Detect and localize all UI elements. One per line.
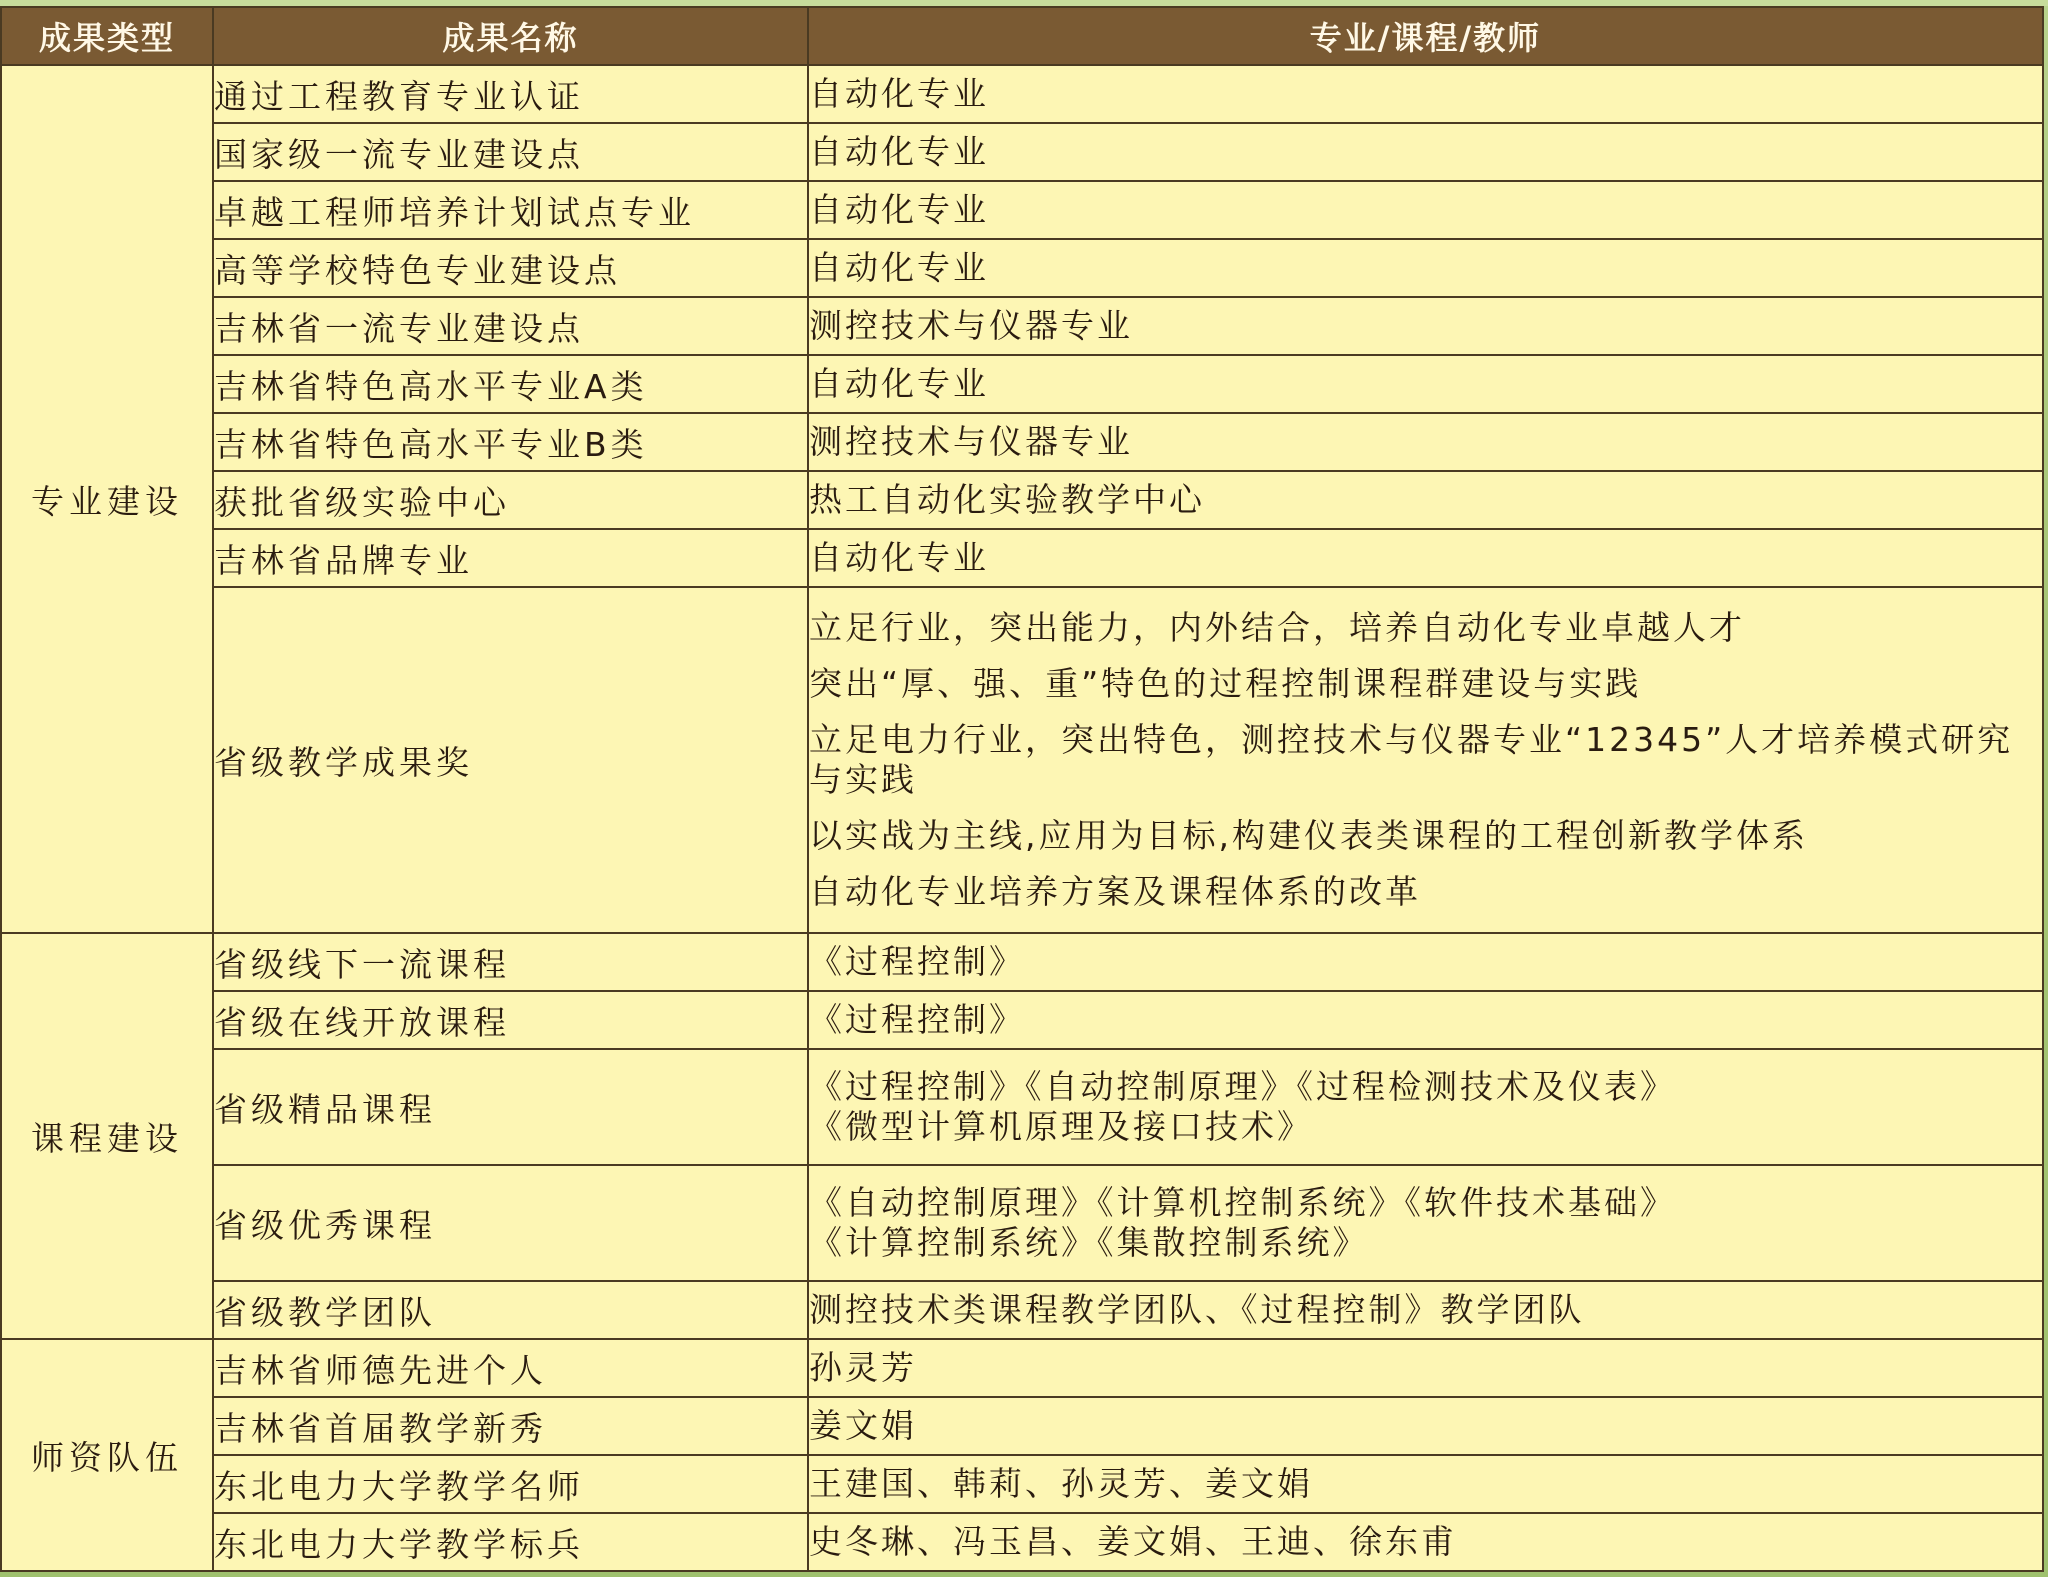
achievement-detail: 自动化专业 [808, 355, 2043, 413]
table-row [1, 297, 2043, 355]
achievement-name: 省级精品课程 [213, 1049, 808, 1165]
table-row [1, 529, 2043, 587]
award-item: 立足电力行业，突出特色，测控技术与仪器专业“12345”人才培养模式研究与实践 [809, 720, 2014, 799]
achievement-detail: 测控技术与仪器专业 [808, 413, 2043, 471]
course-line: 《微型计算机原理及接口技术》 [809, 1107, 1313, 1146]
table-row [1, 355, 2043, 413]
achievement-detail: 孙灵芳 [808, 1339, 2043, 1397]
achievement-name: 省级优秀课程 [213, 1165, 808, 1281]
course-line: 《过程控制》《自动控制原理》《过程检测技术及仪表》 [809, 1067, 1676, 1106]
table-row [1, 413, 2043, 471]
achievement-name: 卓越工程师培养计划试点专业 [213, 181, 808, 239]
achievement-detail-list [808, 587, 2043, 933]
achievement-name: 东北电力大学教学标兵 [213, 1513, 808, 1571]
table-row [1, 1397, 2043, 1455]
table-header-row [1, 7, 2043, 65]
table-row [1, 991, 2043, 1049]
award-item: 立足行业，突出能力，内外结合，培养自动化专业卓越人才 [809, 608, 1745, 647]
course-line: 《自动控制原理》《计算机控制系统》《软件技术基础》 [809, 1183, 1676, 1222]
achievement-detail: 自动化专业 [808, 65, 2043, 123]
achievement-detail-list [808, 1165, 2043, 1281]
achievement-detail: 《过程控制》 [808, 991, 2043, 1049]
achievement-name: 国家级一流专业建设点 [213, 123, 808, 181]
achievement-name: 高等学校特色专业建设点 [213, 239, 808, 297]
achievement-name: 吉林省特色高水平专业A类 [213, 355, 808, 413]
table-row [1, 471, 2043, 529]
table-row [1, 1165, 2043, 1281]
header-category: 成果类型 [1, 7, 213, 65]
achievement-name: 吉林省首届教学新秀 [213, 1397, 808, 1455]
table-row [1, 1281, 2043, 1339]
achievement-detail: 自动化专业 [808, 239, 2043, 297]
award-item: 以实战为主线,应用为目标,构建仪表类课程的工程创新教学体系 [809, 816, 1808, 855]
achievement-name: 省级教学团队 [213, 1281, 808, 1339]
table-row [1, 933, 2043, 991]
achievement-detail-list [808, 1049, 2043, 1165]
table-row [1, 1339, 2043, 1397]
achievement-name: 东北电力大学教学名师 [213, 1455, 808, 1513]
course-line: 《计算控制系统》《集散控制系统》 [809, 1223, 1369, 1262]
category-cell: 课程建设 [1, 933, 213, 1339]
achievement-detail: 姜文娟 [808, 1397, 2043, 1455]
achievement-name: 通过工程教育专业认证 [213, 65, 808, 123]
category-cell: 师资队伍 [1, 1339, 213, 1571]
achievements-table [0, 6, 2044, 1572]
award-item: 突出“厚、强、重”特色的过程控制课程群建设与实践 [809, 664, 1642, 703]
table-row [1, 587, 2043, 933]
table-row [1, 65, 2043, 123]
achievement-detail: 自动化专业 [808, 123, 2043, 181]
achievement-detail: 自动化专业 [808, 529, 2043, 587]
category-cell: 专业建设 [1, 65, 213, 933]
achievement-name: 吉林省师德先进个人 [213, 1339, 808, 1397]
achievement-detail: 测控技术类课程教学团队、《过程控制》教学团队 [808, 1281, 2043, 1339]
achievement-detail: 《过程控制》 [808, 933, 2043, 991]
header-name: 成果名称 [213, 7, 808, 65]
table-row [1, 239, 2043, 297]
achievement-detail: 自动化专业 [808, 181, 2043, 239]
table-row [1, 123, 2043, 181]
achievement-name: 吉林省特色高水平专业B类 [213, 413, 808, 471]
achievement-detail: 王建国、韩莉、孙灵芳、姜文娟 [808, 1455, 2043, 1513]
achievement-name: 省级线下一流课程 [213, 933, 808, 991]
achievement-detail: 测控技术与仪器专业 [808, 297, 2043, 355]
table-row [1, 1049, 2043, 1165]
award-item: 自动化专业培养方案及课程体系的改革 [809, 872, 1421, 911]
achievement-name: 获批省级实验中心 [213, 471, 808, 529]
table-row [1, 1513, 2043, 1571]
table-row [1, 181, 2043, 239]
header-detail: 专业/课程/教师 [808, 7, 2043, 65]
achievement-name: 省级教学成果奖 [213, 587, 808, 933]
achievement-detail: 热工自动化实验教学中心 [808, 471, 2043, 529]
achievement-name: 省级在线开放课程 [213, 991, 808, 1049]
table-row [1, 1455, 2043, 1513]
achievement-name: 吉林省品牌专业 [213, 529, 808, 587]
achievement-name: 吉林省一流专业建设点 [213, 297, 808, 355]
achievement-detail: 史冬琳、冯玉昌、姜文娟、王迪、徐东甫 [808, 1513, 2043, 1571]
